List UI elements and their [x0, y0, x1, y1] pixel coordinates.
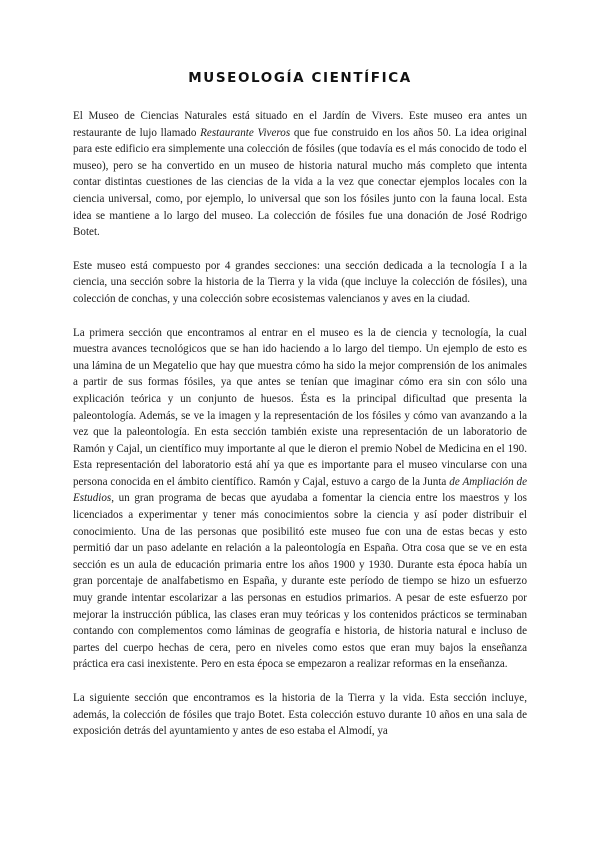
- italic-restaurant-name: Restaurante Viveros: [200, 126, 291, 139]
- text-segment: La primera sección que encontramos al entrar en el museo es la de ciencia y tecnología, la cual muestra avances tecnológicos que se han ido haciendo a lo largo del tiempo. Un ejemplo de esto es una lámina de un Megatelio que hay que muestra cómo ha sido la mejor comprensión de los animales a partir de sus formas fósiles, ya que antes se tenían que imaginar cómo era sin con sólo una explicación teórica y un conjunto de huesos. Ésta es la principal dificultad que presenta la paleontología. Además, se ve la imagen y la representación de los fósiles y cómo van avanzando a la vez que la paleontología. En esta sección también existe una representación de un laboratorio de Ramón y Cajal, un científico muy importante al que le dieron el premio Nobel de Medicina en el 190. Esta representación del laboratorio está ahí ya que es importante para el museo vincularse con una persona conocida en el ámbito científico. Ramón y Cajal, estuvo a cargo de la Junta: [73, 326, 527, 488]
- document-title: MUSEOLOGÍA CIENTÍFICA: [188, 70, 412, 86]
- paragraph-science-technology: [73, 325, 527, 673]
- text-segment: La siguiente sección que encontramos es la historia de la Tierra y la vida. Esta sección incluye, además, la colección de fósiles que trajo Botet. Esta colección estuvo durante 10 años en una sala de exposición detrás del ayuntamiento y antes de eso estaba el Almodí, ya: [73, 692, 527, 738]
- text-segment: que fue construido en los años 50. La idea original para este edificio era simplemente una colección de fósiles (que todavía es el más conocido de todo el museo), pero se ha convertido en un museo de historia natural mucho más completo que intenta contar distintas cuestiones de las ciencias de la vida a la vez que conectar ejemplos locales con la ciencia universal, como, por ejemplo, lo universal que son los fósiles junto con la fauna local. Esta idea se mantiene a lo largo del museo. La colección de fósiles fue una donación de José Rodrigo Botet.: [73, 126, 527, 239]
- paragraph-museum-intro: [73, 108, 527, 241]
- paragraph-earth-history: [73, 690, 527, 740]
- paragraph-museum-sections: [73, 258, 527, 308]
- text-segment: , un gran programa de becas que ayudaba a fomentar la ciencia entre los maestros y los licenciados a experimentar y tener más conocimientos sobre la ciencia y así poder distribuir el conocimiento. Una de las personas que posibilitó este museo fue con una de estas becas y esto permitió dar un paso adelante en relación a la paleontología en España. Otra cosa que se ve en esta sección es un aula de educación primaria entre los años 1900 y 1930. Durante esta época había un gran porcentaje de analfabetismo en España, y durante este período de tiempo se hizo un esfuerzo muy grande intentar escolarizar a las personas en estudios primarios. A pesar de este esfuerzo por mejorar la instrucción pública, las clases eran muy teóricas y los contenidos prácticos se terminaban contando con complementos como láminas de geografía e historia, de historia natural e incluso de partes del cuerpo hechas de cera, pero en niveles como estos que eran muy bajos la enseñanza práctica era casi inexistente. Pero en esta época se empezaron a realizar reformas en la enseñanza.: [73, 492, 527, 671]
- italic-junta-name: de Ampliación de Estudios: [73, 475, 528, 505]
- text-segment: Este museo está compuesto por 4 grandes secciones: una sección dedicada a la tecnología I a la ciencia, una sección sobre la historia de la Tierra y la vida (que incluye la colección de fósiles), una colección de conchas, y una colección sobre ecosistemas valencianos y aves en la ciudad.: [73, 259, 527, 305]
- text-segment: El Museo de Ciencias Naturales está situado en el Jardín de Vivers. Este museo era antes un restaurante de lujo llamado: [73, 110, 527, 139]
